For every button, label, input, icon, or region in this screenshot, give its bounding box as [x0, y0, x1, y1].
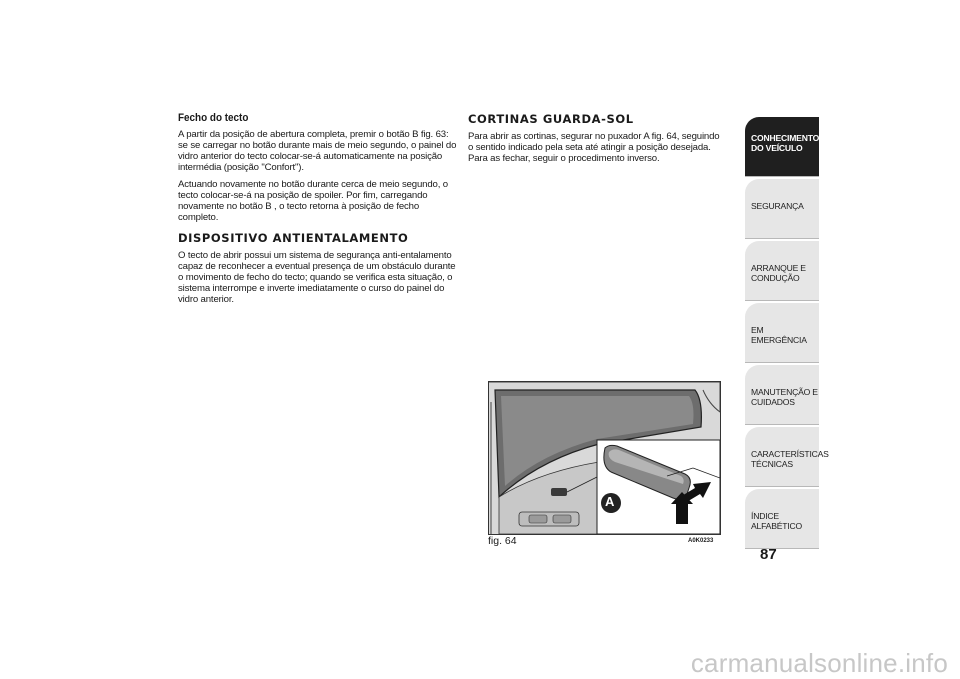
tab-caracteristicas-tecnicas[interactable]: [745, 427, 829, 487]
paragraph: Actuando novamente no botão durante cerca de meio segundo, o tecto colocar-se-á na posição de spoiler. Por fim, carregando novamente no botão B , o tecto retorna à posição de fecho completo.: [178, 179, 448, 223]
subsection-title: Fecho do tecto: [178, 112, 249, 124]
tab-indice-alfabetico[interactable]: [745, 489, 819, 549]
right-column: [468, 112, 723, 170]
figure-caption: fig. 64: [488, 535, 517, 547]
left-column: [178, 112, 458, 311]
tab-label: CONHECIMENTO DO VEÍCULO: [751, 133, 820, 153]
section-title: DISPOSITIVO ANTIENTALAMENTO: [178, 231, 409, 245]
paragraph: A partir da posição de abertura completa, premir o botão B fig. 63: se se carregar no botão durante mais de meio segundo, o painel do vidro anterior do tecto colocar-se-á automaticamente na posição intermédia (posição "Confort").: [178, 129, 457, 173]
tab-label: ARRANQUE E CONDUÇÃO: [751, 263, 806, 283]
sunshade-figure: [488, 381, 721, 535]
tab-label: MANUTENÇÃO E CUIDADOS: [751, 387, 818, 407]
paragraph: O tecto de abrir possui um sistema de segurança anti-entalamento capaz de reconhecer a eventual presença de um obstáculo durante o movimento de fecho do tecto; quando se verifica esta situação, o sistema interrompe e inverte imediatamente o curso do painel do vidro anterior.: [178, 250, 456, 305]
tab-em-emergencia[interactable]: [745, 303, 819, 363]
paragraph: Para abrir as cortinas, segurar no puxador A fig. 64, seguindo o sentido indicado pela seta até atingir a posição desejada. Para as fechar, seguir o procedimento inverso.: [468, 131, 720, 164]
chapter-tabs: [745, 117, 829, 551]
sunshade-illustration: [489, 382, 720, 534]
tab-manutencao-e-cuidados[interactable]: [745, 365, 819, 425]
figure-label-a: A: [605, 494, 615, 509]
page-number: 87: [760, 546, 777, 563]
tab-label: EM EMERGÊNCIA: [751, 325, 807, 345]
tab-conhecimento-do-veiculo[interactable]: [745, 117, 819, 177]
tab-label: SEGURANÇA: [751, 201, 804, 211]
tab-label: ÍNDICE ALFABÉTICO: [751, 511, 803, 531]
tab-label: CARACTERÍSTICAS TÉCNICAS: [751, 449, 829, 469]
tab-arranque-e-conducao[interactable]: [745, 241, 819, 301]
tab-seguranca[interactable]: [745, 179, 819, 239]
figure-code: A0K0233: [688, 538, 714, 544]
section-title: CORTINAS GUARDA-SOL: [468, 112, 634, 126]
watermark: carmanualsonline.info: [690, 648, 948, 678]
